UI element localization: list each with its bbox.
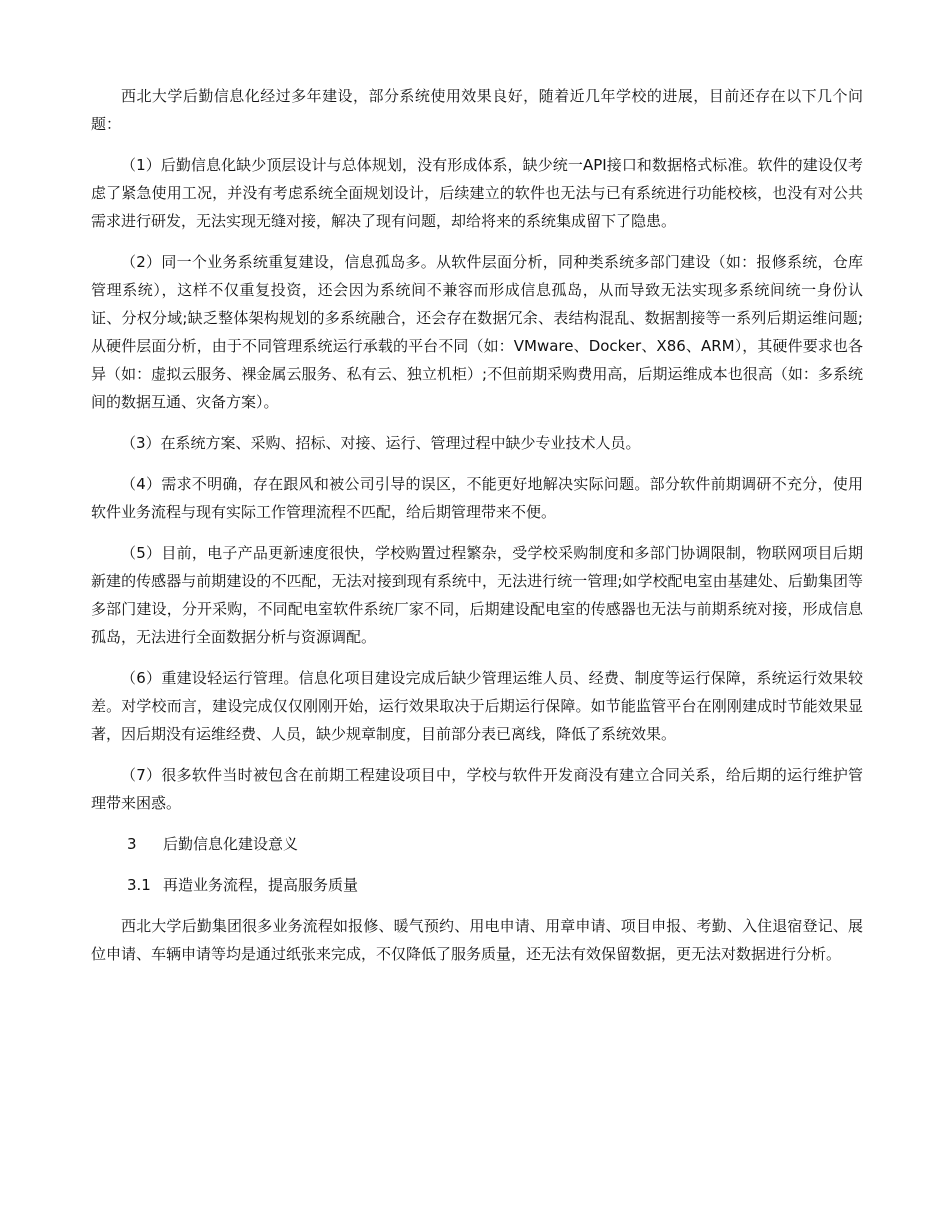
final-paragraph: 西北大学后勤集团很多业务流程如报修、暖气预约、用电申请、用章申请、项目申报、考勤、入住退宿登记、展位申请、车辆申请等均是通过纸张来完成，不仅降低了服务质量，还无法有效保留数据，更无法对数据进行分析。 — [91, 917, 863, 963]
issue-3-paragraph: （3）在系统方案、采购、招标、对接、运行、管理过程中缺少专业技术人员。 — [121, 434, 641, 452]
issue-4-paragraph: （4）需求不明确，存在跟风和被公司引导的误区，不能更好地解决实际问题。部分软件前期调研不充分，使用软件业务流程与现有实际工作管理流程不匹配，给后期管理带来不便。 — [91, 475, 863, 521]
intro-paragraph: 西北大学后勤信息化经过多年建设，部分系统使用效果良好，随着近几年学校的进展，目前还存在以下几个问题： — [91, 87, 863, 133]
section-3-1-title: 再造业务流程，提高服务质量 — [163, 876, 359, 894]
issue-2-paragraph: （2）同一个业务系统重复建设，信息孤岛多。从软件层面分析，同种类系统多部门建设（如：报修系统，仓库管理系统），这样不仅重复投资，还会因为系统间不兼容而形成信息孤岛，从而导致无法实现多系统间统一身份认证、分权分域;缺乏整体架构规划的多系统融合，还会存在数据冗余、表结构混乱、数据割接等一系列后期运维问题;从硬件层面分析，由于不同管理系统运行承载的平台不同（如：VMware、Docker、X86、ARM），其硬件要求也各异（如：虚拟云服务、裸金属云服务、私有云、独立机柜）;不但前期采购费用高，后期运维成本也很高（如：多系统间的数据互通、灾备方案）。 — [91, 253, 863, 411]
section-3-heading — [91, 830, 863, 858]
document-page — [91, 82, 863, 981]
issue-5-paragraph: （5）目前，电子产品更新速度很快，学校购置过程繁杂，受学校采购制度和多部门协调限制，物联网项目后期新建的传感器与前期建设的不匹配，无法对接到现有系统中，无法进行统一管理;如学校配电室由基建处、后勤集团等多部门建设，分开采购，不同配电室软件系统厂家不同，后期建设配电室的传感器也无法与前期系统对接，形成信息孤岛，无法进行全面数据分析与资源调配。 — [91, 544, 863, 646]
section-3-number: 3 — [127, 835, 137, 853]
issue-7-paragraph: （7）很多软件当时被包含在前期工程建设项目中，学校与软件开发商没有建立合同关系，给后期的运行维护管理带来困惑。 — [91, 766, 863, 812]
section-3-1-heading — [91, 871, 863, 899]
issue-6-paragraph: （6）重建设轻运行管理。信息化项目建设完成后缺少管理运维人员、经费、制度等运行保障，系统运行效果较差。对学校而言，建设完成仅仅刚刚开始，运行效果取决于后期运行保障。如节能监管平台在刚刚建成时节能效果显著，因后期没有运维经费、人员，缺少规章制度，目前部分表已离线，降低了系统效果。 — [91, 669, 863, 743]
section-3-1-number: 3.1 — [127, 876, 151, 894]
section-3-title: 后勤信息化建设意义 — [163, 835, 299, 853]
issue-1-paragraph: （1）后勤信息化缺少顶层设计与总体规划，没有形成体系，缺少统一API接口和数据格式标准。软件的建设仅考虑了紧急使用工况，并没有考虑系统全面规划设计，后续建立的软件也无法与已有系统进行功能校核，也没有对公共需求进行研发，无法实现无缝对接，解决了现有问题，却给将来的系统集成留下了隐患。 — [91, 156, 863, 230]
